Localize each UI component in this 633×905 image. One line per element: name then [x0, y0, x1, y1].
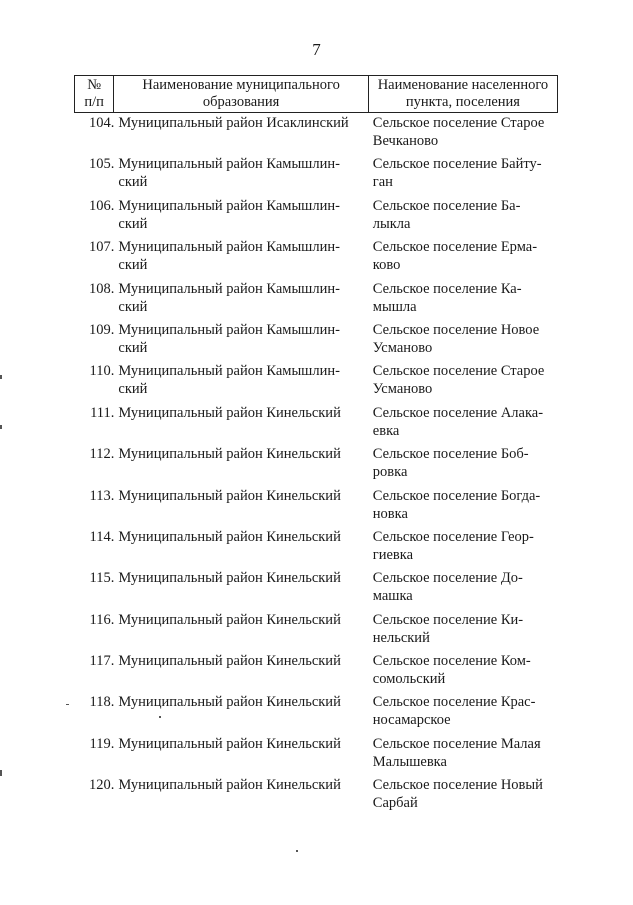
row-number: 112.	[89, 446, 115, 463]
row-settlement: Сельское поселение Ки- нельский	[372, 611, 524, 646]
row-number: 106.	[89, 197, 115, 214]
row-settlement: Сельское поселение Богда- новка	[372, 487, 541, 522]
scan-artifact	[0, 425, 2, 429]
row-municipality: Муниципальный район Кинельский	[118, 570, 341, 587]
row-settlement: Сельское поселение Старое Вечканово	[372, 115, 545, 149]
header-number-sign: №	[87, 77, 102, 93]
row-number: 118.	[89, 694, 115, 711]
row-number: 110.	[89, 363, 115, 380]
scan-artifact	[0, 375, 2, 379]
table-row	[74, 528, 560, 569]
scan-artifact	[0, 770, 2, 776]
scan-artifact	[296, 850, 298, 852]
row-settlement: Сельское поселение Старое Усманово	[372, 363, 545, 398]
row-municipality: Муниципальный район Камышлин- ский	[118, 156, 340, 191]
table-row	[74, 155, 560, 196]
row-settlement: Сельское поселение Ка- мышла	[372, 280, 522, 315]
header-municipality: Наименование муниципального образования	[114, 76, 369, 113]
table-row	[74, 611, 560, 652]
row-number: 117.	[89, 653, 115, 670]
header-row	[75, 76, 558, 113]
row-number: 111.	[90, 404, 115, 421]
row-number: 119.	[89, 735, 115, 752]
header-number-abbrev: п/п	[84, 94, 104, 110]
row-number: 108.	[89, 280, 115, 297]
row-settlement: Сельское поселение Малая Малышевка	[372, 735, 541, 770]
row-number: 120.	[89, 777, 115, 794]
row-municipality: Муниципальный район Кинельский	[118, 446, 341, 463]
row-settlement: Сельское поселение До- машка	[372, 570, 523, 605]
table-row	[74, 362, 560, 403]
row-settlement: Сельское поселение Новый Сарбай	[372, 777, 543, 812]
table-row	[74, 487, 560, 528]
page-number: 7	[312, 40, 321, 59]
row-municipality: Муниципальный район Кинельский	[118, 694, 341, 711]
table-row	[74, 321, 560, 362]
row-municipality: Муниципальный район Камышлин- ский	[118, 280, 340, 315]
row-municipality: Муниципальный район Кинельский	[118, 653, 341, 670]
row-number: 113.	[89, 487, 115, 504]
row-settlement: Сельское поселение Новое Усманово	[372, 321, 540, 356]
row-municipality: Муниципальный район Кинельский	[118, 404, 341, 421]
row-municipality: Муниципальный район Кинельский	[118, 735, 341, 752]
table-row	[74, 404, 560, 445]
row-municipality: Муниципальный район Кинельский	[118, 487, 341, 504]
row-number: 104.	[89, 115, 115, 131]
table-row	[74, 693, 560, 734]
row-municipality: Муниципальный район Кинельский	[118, 611, 341, 628]
header-number-cell	[75, 76, 114, 113]
row-number: 107.	[89, 239, 115, 256]
table-row	[74, 238, 560, 279]
table-row	[74, 445, 560, 486]
table-row	[74, 280, 560, 321]
table-body	[74, 114, 560, 818]
row-municipality: Муниципальный район Кинельский	[118, 777, 341, 794]
table-row	[74, 114, 560, 155]
table-row	[74, 197, 560, 238]
row-number: 105.	[89, 156, 115, 173]
header-settlement: Наименование населенного пункта, поселения	[368, 76, 557, 113]
table-row	[74, 735, 560, 776]
row-settlement: Сельское поселение Ерма- ково	[372, 239, 538, 274]
table-header	[74, 75, 558, 113]
row-settlement: Сельское поселение Геор- гиевка	[372, 528, 534, 563]
row-settlement: Сельское поселение Алака- евка	[372, 404, 544, 439]
row-settlement: Сельское поселение Ком- сомольский	[372, 653, 531, 688]
row-municipality: Муниципальный район Камышлин- ский	[118, 197, 340, 232]
row-settlement: Сельское поселение Боб- ровка	[372, 446, 529, 481]
scan-artifact	[159, 716, 161, 718]
row-settlement: Сельское поселение Крас- носамарское	[372, 694, 536, 729]
row-number: 116.	[89, 611, 115, 628]
row-settlement: Сельское поселение Байту- ган	[372, 156, 542, 191]
row-municipality: Муниципальный район Кинельский	[118, 528, 341, 545]
row-municipality: Муниципальный район Камышлин- ский	[118, 321, 340, 356]
table-row	[74, 569, 560, 610]
row-municipality: Муниципальный район Исаклинский	[118, 115, 349, 131]
row-number: 109.	[89, 321, 115, 338]
row-municipality: Муниципальный район Камышлин- ский	[118, 363, 340, 398]
table-row	[74, 776, 560, 817]
scan-artifact	[66, 704, 69, 705]
row-municipality: Муниципальный район Камышлин- ский	[118, 239, 340, 274]
row-number: 114.	[89, 528, 115, 545]
row-settlement: Сельское поселение Ба- лыкла	[372, 197, 521, 232]
row-number: 115.	[89, 570, 115, 587]
table-row	[74, 652, 560, 693]
